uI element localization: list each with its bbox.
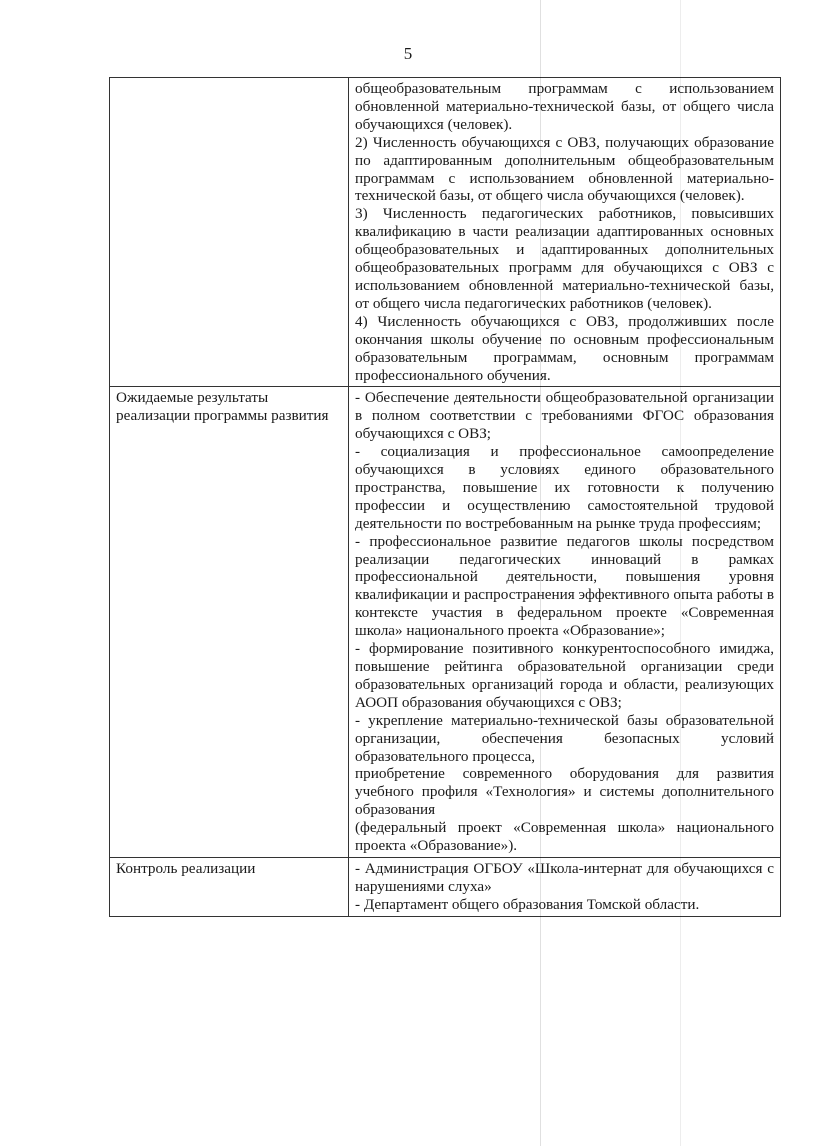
list-item: приобретение современного оборудования для развития учебного профиля «Технология» и системы дополнительного образования: [355, 765, 774, 819]
list-item: 2) Численность обучающихся с ОВЗ, получающих образование по адаптированным дополнительным общеобразовательным программам с использованием обновленной материально- технической базы, от общего числа обучающихся (человек).: [355, 133, 774, 205]
row-content: [349, 387, 781, 858]
list-item: - формирование позитивного конкурентоспособного имиджа, повышение рейтинга образовательной организации среди образовательных организаций города и области, реализующих АООП образования обучающихся с ОВЗ;: [355, 640, 774, 711]
list-item: - Администрация ОГБОУ «Школа-интернат для обучающихся с нарушениями слуха»: [355, 859, 774, 895]
list-item: 3) Численность педагогических работников, повысивших квалификацию в части реализации адаптированных основных общеобразовательных и адаптированных дополнительных общеобразовательных программ для обучающихся с ОВЗ с использованием обновленной материально-технической базы, от общего числа педагогических работников (человек).: [355, 205, 774, 312]
row-label: Ожидаемые результаты реализации программы развития: [110, 387, 349, 858]
program-table: [109, 77, 781, 917]
list-item: - профессиональное развитие педагогов школы посредством реализации педагогических инноваций в рамках профессиональной деятельности, повышения уровня квалификации и распространения эффективного опыта работы в контексте участия в федеральном проекте «Современная школа» национального проекта «Образование»;: [355, 532, 774, 640]
list-item: общеобразовательным программам с использованием обновленной материально-технической базы, от общего числа обучающихся (человек).: [355, 80, 774, 133]
row-content: [349, 78, 781, 387]
table-row: [110, 857, 781, 916]
list-item: - Обеспечение деятельности общеобразовательной организации в полном соответствии с требованиями ФГОС образования обучающихся с ОВЗ;: [355, 389, 774, 443]
list-item: 4) Численность обучающихся с ОВЗ, продолживших после окончания школы обучение по основным профессиональным образовательным программам, основным программам профессионального обучения.: [355, 312, 774, 384]
table-row: [110, 387, 781, 858]
list-item: (федеральный проект «Современная школа» национального проекта «Образование»).: [355, 819, 774, 855]
row-label: [110, 78, 349, 387]
page-number: 5: [403, 44, 413, 63]
row-content: [349, 857, 781, 916]
list-item: - Департамент общего образования Томской области.: [355, 895, 700, 913]
list-item: - укрепление материально-технической базы образовательной организации, обеспечения безопасных условий образовательного процесса,: [355, 711, 774, 765]
row-label: Контроль реализации: [110, 857, 349, 916]
list-item: - социализация и профессиональное самоопределение обучающихся в условиях единого образовательного пространства, повышение их готовности к получению профессии и осуществлению самостоятельной трудовой деятельности по востребованным на рынке труда профессиям;: [355, 443, 774, 532]
table-row: [110, 78, 781, 387]
